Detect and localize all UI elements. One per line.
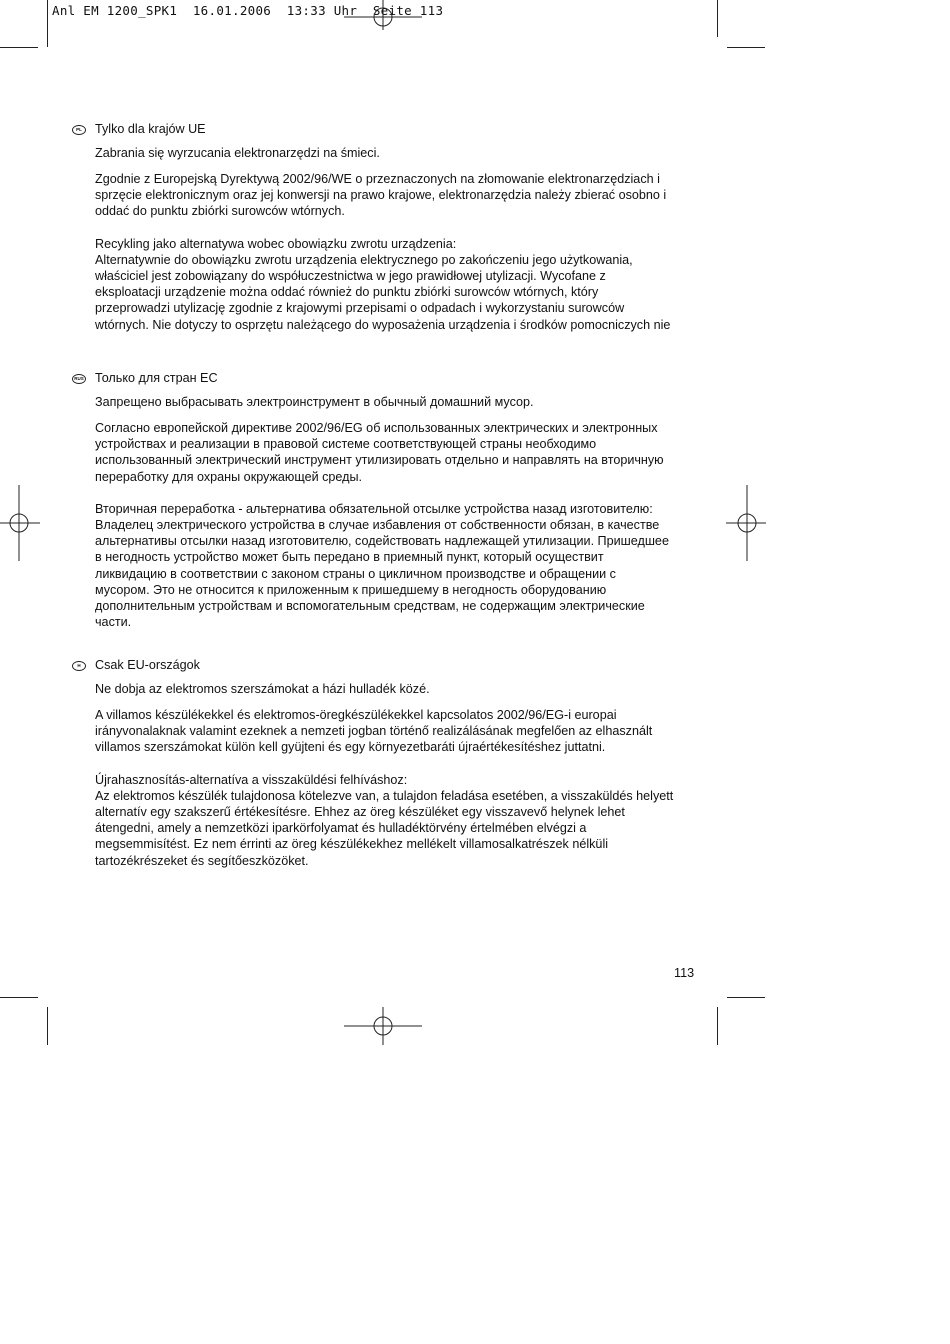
text-line: eksploatacji urządzenie można oddać również do punktu zbiórki surowców wtórnych, który	[95, 285, 599, 300]
section-heading: Только для стран ЕС	[95, 371, 218, 385]
text-line: ликвидацию в соответствии с законом страны о цикличном производстве и обращении с	[95, 566, 616, 581]
text-line: использованный электрический инструмент утилизировать отдельно и направлять на вторичную	[95, 453, 664, 468]
country-badge-rus: RUS	[72, 374, 86, 384]
text-line: переработку для охраны окружающей среды.	[95, 469, 363, 484]
country-badge-pl: PL	[72, 125, 86, 135]
registration-mark-left	[0, 485, 40, 561]
crop-mark	[0, 997, 38, 998]
crop-mark	[727, 47, 765, 48]
text-line: A villamos készülékekkel és elektromos-öregkészülékekkel kapcsolatos 2002/96/EG-i europai	[95, 708, 617, 722]
text-line: Согласно европейской директиве 2002/96/EG об использованных электрических и электронных	[95, 421, 658, 435]
registration-mark-top	[344, 0, 422, 30]
text-line: Zgodnie z Europejską Dyrektywą 2002/96/WE o przeznaczonych na złomowanie elektronarzędziach i	[95, 172, 660, 186]
text-line: устройствах и реализации в правовой системе соответствующей страны необходимо	[95, 437, 597, 452]
crop-mark	[47, 0, 48, 47]
text-line: Az elektromos készülék tulajdonosa kötelezve van, a tulajdon feladása esetében, a visszaküldés helyett	[95, 788, 674, 803]
text-line: irányvonalaknak valamint ezeknek a nemzeti jogban történő realizálásának megfelően az elhasznált	[95, 724, 653, 739]
registration-mark-right	[726, 485, 766, 561]
registration-mark-bottom	[344, 1007, 422, 1045]
text-line: sprzęcie elektronicznym oraz jej konwersji na prawo krajowe, elektronarzędzia należy zbierać osobno i	[95, 188, 667, 203]
paragraph	[95, 171, 705, 220]
section-subheading: Zabrania się wyrzucania elektronarzędzi na śmieci.	[95, 146, 380, 160]
paragraph	[95, 420, 705, 485]
paragraph	[95, 707, 705, 756]
text-line: Вторичная переработка - альтернатива обязательной отсылке устройства назад изготовителю:	[95, 501, 653, 516]
paragraph	[95, 501, 705, 631]
paragraph	[95, 772, 705, 869]
text-line: wtórnych. Nie dotyczy to osprzętu należącego do wyposażenia urządzenia i środków pomocniczych nie	[95, 317, 671, 332]
text-line: tartozékrészeket és segítőeszközöket.	[95, 853, 309, 868]
text-line: части.	[95, 615, 132, 630]
text-line: дополнительным устройствам и вспомогательным средствам, не содержащим электрические	[95, 599, 645, 614]
text-line: przeprowadzi utylizację zgodnie z krajowymi przepisami o odpadach i wykorzystaniu surowców	[95, 301, 625, 316]
text-line: átengedni, amely a nemzetközi iparkörfolyamat és hulladéktörvény értelmében elvégzi a	[95, 821, 587, 836]
print-header: Anl EM 1200_SPK1 16.01.2006 13:33 Uhr Seite 113	[52, 3, 444, 18]
section-heading: Tylko dla krajów UE	[95, 122, 206, 136]
section-hu	[77, 657, 705, 869]
text-line: Владелец электрического устройства в случае избавления от собственности обязан, в качестве	[95, 518, 660, 533]
section-pl	[76, 121, 705, 333]
text-line: Alternatywnie do obowiązku zwrotu urządzenia elektrycznego po zakończeniu jego użytkowania,	[95, 252, 633, 267]
crop-mark	[717, 0, 718, 37]
text-line: oddać do punktu zbiórki surowców wtórnych.	[95, 204, 345, 219]
text-line: Recykling jako alternatywa wobec obowiązku zwrotu urządzenia:	[95, 236, 457, 251]
text-line: мусором. Это не относится к приложенным к пришедшему в негодность оборудованию	[95, 582, 607, 597]
crop-mark	[727, 997, 765, 998]
section-subheading: Ne dobja az elektromos szerszámokat a házi hulladék közé.	[95, 682, 430, 696]
crop-mark	[717, 1007, 718, 1045]
text-line: alternatív egy szakszerű értékesítésre. Ehhez az öreg készüléket egy visszavevő helynek lehet	[95, 805, 625, 820]
section-rus	[74, 370, 705, 630]
section-heading: Csak EU-országok	[95, 658, 200, 672]
text-line: właściciel jest zobowiązany do współuczestnictwa w jego prawidłowej utylizacji. Wycofane z	[95, 269, 606, 284]
section-subheading: Запрещено выбрасывать электроинструмент в обычный домашний мусор.	[95, 395, 534, 409]
text-line: villamos szerszámokat külön kell gyüjteni és egy környezetbaráti újraértékesítéshez juttatni.	[95, 740, 606, 755]
paragraph	[95, 236, 705, 333]
crop-mark	[47, 1007, 48, 1045]
text-line: в негодность устройство может быть передано в приемный пункт, который осуществит	[95, 550, 604, 565]
text-line: megsemmisítést. Ez nem érrinti az öreg készülékekhez mellékelt villamosalkatrészek nélküli	[95, 837, 609, 852]
country-badge-hu: H	[72, 661, 86, 671]
text-line: альтернативы отсылки назад изготовителю, содействовать надлежащей утилизации. Пришедшее	[95, 534, 669, 549]
page-number: 113	[674, 966, 695, 980]
crop-mark	[0, 47, 38, 48]
text-line: Újrahasznosítás-alternatíva a visszaküldési felhíváshoz:	[95, 772, 408, 787]
